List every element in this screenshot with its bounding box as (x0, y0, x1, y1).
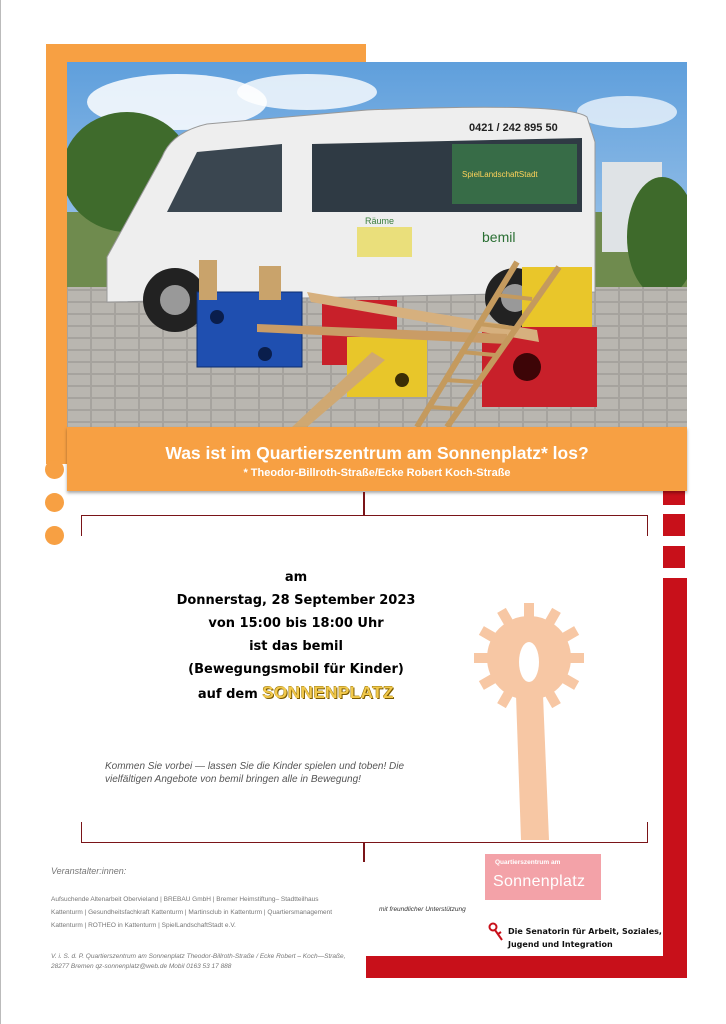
frame-top-bracket (81, 515, 648, 536)
red-side-bar (663, 578, 687, 978)
van-bemil-text: bemil (482, 229, 516, 245)
van-phone-number: 0421 / 242 895 50 (469, 122, 558, 134)
event-what: ist das bemil (249, 639, 343, 654)
orange-dot (45, 460, 64, 479)
responsible-imprint: V. i. S. d. P. Quartierszentrum am Sonnenplatz Theodor-Billroth-Straße / Ecke Robert – Koch—Straße, 28277 Bremen qz-sonnenplatz@web.de Mobil 0163 53 17 888 (51, 953, 346, 970)
sun-logo-icon (471, 600, 591, 845)
event-where (161, 681, 431, 706)
headline-subtitle: * Theodor-Billroth-Straße/Ecke Robert Koch-Straße (243, 467, 511, 479)
van-raeume-text: Räume (365, 216, 395, 226)
frame-connector (363, 492, 365, 515)
event-where-prefix: auf dem (197, 687, 258, 702)
headline-banner (67, 427, 687, 491)
event-time: von 15:00 bis 18:00 Uhr (208, 616, 384, 631)
orange-dot (45, 493, 64, 512)
event-am: am (284, 570, 308, 585)
senator-text (508, 925, 678, 951)
red-bottom-bar (366, 956, 687, 978)
van-landschaft-text: SpielLandschaftStadt (462, 170, 538, 179)
qz-logo-line2: Sonnenplatz (493, 873, 586, 890)
event-date: Donnerstag, 28 September 2023 (176, 593, 416, 608)
support-thanks: mit freundlicher Unterstützung (379, 906, 466, 913)
orange-dot (45, 526, 64, 545)
event-what-detail: (Bewegungsmobil für Kinder) (188, 662, 404, 677)
senator-line1: Die Senatorin für Arbeit, Soziales, (508, 927, 662, 936)
headline-title: Was ist im Quartierszentrum am Sonnenplatz* los? (165, 443, 589, 463)
organizers-label: Veranstalter:innen: (51, 866, 127, 876)
frame-connector (363, 842, 365, 862)
organizers-list: Aufsuchende Altenarbeit Obervieland | BREBAU GmbH | Bremer Heimstiftung– Stadtteilhaus Kattenturm | Gesundheitsfachkraft Kattenturm | Martinsclub in Kattenturm | Quartiersmanagement Kattenturm | ROTHEO in Kattenturm | SpielLandschaftStadt e.V. (51, 896, 333, 929)
red-square (663, 546, 685, 568)
red-square (663, 514, 685, 536)
senator-logo (488, 922, 662, 949)
event-place: SONNENPLATZ (262, 683, 395, 702)
quartierszentrum-logo (485, 854, 601, 900)
bremen-key-icon (488, 922, 504, 942)
invitation-text: Kommen Sie vorbei — lassen Sie die Kinder spielen und toben! Die vielfältigen Angebote von bemil bringen alle in Bewegung! (105, 761, 405, 785)
bemil-van-photo (67, 62, 687, 427)
event-details (161, 566, 431, 706)
yellow-block (522, 267, 592, 332)
qz-logo-line1: Quartierszentrum am (495, 859, 561, 866)
senator-line2: Jugend und Integration (508, 940, 613, 949)
